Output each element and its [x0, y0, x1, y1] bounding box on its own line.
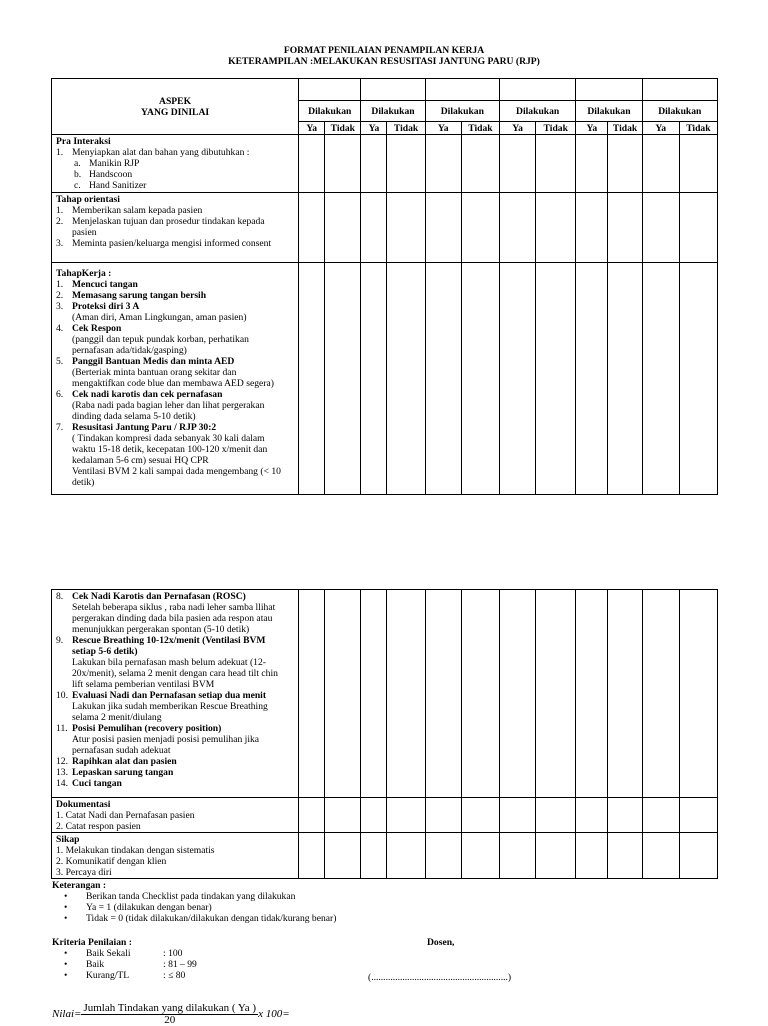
step-detail: ( Tindakan kompresi dada sebanyak 30 kali dalam: [72, 433, 265, 444]
formula-rhs: x 100=: [258, 1008, 290, 1021]
check-cell[interactable]: [325, 135, 361, 193]
col-tidak: Tidak: [387, 122, 425, 135]
sub-item-text: Handscoon: [89, 169, 133, 180]
sub-item-text: Manikin RJP: [89, 158, 140, 169]
check-cell[interactable]: [576, 798, 608, 833]
check-cell[interactable]: [387, 193, 425, 263]
check-cell[interactable]: [461, 833, 499, 879]
check-cell[interactable]: [299, 590, 325, 798]
check-cell[interactable]: [642, 193, 679, 263]
step-heading: Evaluasi Nadi dan Pernafasan setiap dua menit: [72, 690, 267, 701]
step-detail: pernafasan sudah adekuat: [72, 745, 171, 756]
step-heading: Proteksi diri 3 A: [72, 301, 140, 312]
item-number: 10.: [56, 690, 68, 701]
check-cell[interactable]: [425, 135, 461, 193]
check-cell[interactable]: [499, 263, 535, 495]
step-detail: lift selama pemberian ventilasi BVM: [72, 679, 215, 690]
check-cell[interactable]: [361, 798, 387, 833]
step-heading: Memasang sarung tangan bersih: [72, 290, 207, 301]
bullet-icon: •: [64, 970, 68, 981]
col-ya: Ya: [576, 122, 608, 135]
col-dilakukan-2: Dilakukan: [361, 101, 425, 122]
col-tidak: Tidak: [536, 122, 576, 135]
sub-mark: a.: [74, 158, 81, 169]
check-cell[interactable]: [387, 263, 425, 495]
check-cell[interactable]: [387, 798, 425, 833]
check-cell[interactable]: [361, 263, 387, 495]
check-cell[interactable]: [608, 833, 642, 879]
step-heading: Panggil Bantuan Medis dan minta AED: [72, 356, 235, 367]
check-cell[interactable]: [679, 590, 717, 798]
check-cell[interactable]: [387, 833, 425, 879]
check-cell[interactable]: [499, 798, 535, 833]
check-cell[interactable]: [461, 798, 499, 833]
item-number: 2.: [56, 216, 64, 227]
bullet-icon: •: [64, 902, 68, 913]
keterangan-item: Tidak = 0 (tidak dilakukan/dilakukan dengan tidak/kurang benar): [86, 913, 337, 924]
score-formula: [52, 1003, 290, 1026]
check-cell[interactable]: [299, 135, 325, 193]
item-number: 14.: [56, 778, 68, 789]
item-number: 1.: [56, 279, 64, 290]
row-tahap-orientasi: [52, 193, 718, 263]
check-cell[interactable]: [325, 193, 361, 263]
check-cell[interactable]: [608, 135, 642, 193]
check-cell[interactable]: [642, 135, 679, 193]
check-cell[interactable]: [536, 193, 576, 263]
check-cell[interactable]: [608, 590, 642, 798]
check-cell[interactable]: [499, 833, 535, 879]
check-cell[interactable]: [361, 833, 387, 879]
keterangan-item: Berikan tanda Checklist pada tindakan yang dilakukan: [86, 891, 296, 902]
check-cell[interactable]: [461, 193, 499, 263]
col-tidak: Tidak: [325, 122, 361, 135]
col-dilakukan-1: Dilakukan: [299, 101, 361, 122]
check-cell[interactable]: [361, 590, 387, 798]
check-cell[interactable]: [679, 193, 717, 263]
step-heading: setiap 5-6 detik): [72, 646, 138, 657]
item-text: 1. Melakukan tindakan dengan sistematis: [56, 845, 215, 856]
check-cell[interactable]: [499, 590, 535, 798]
check-cell[interactable]: [536, 135, 576, 193]
step-detail: (Berteriak minta bantuan orang sekitar dan: [72, 367, 237, 378]
formula-numerator: Jumlah Tindakan yang dilakukan ( Ya ): [83, 1002, 257, 1014]
assessment-table-1: [51, 78, 718, 495]
kriteria-value: : 81 – 99: [163, 959, 197, 970]
kriteria-block: [52, 937, 197, 981]
step-heading: Resusitasi Jantung Paru / RJP 30:2: [72, 422, 217, 433]
step-detail: dinding dada selama 5-10 detik): [72, 411, 196, 422]
item-number: 1.: [56, 205, 64, 216]
col-ya: Ya: [299, 122, 325, 135]
check-cell[interactable]: [608, 798, 642, 833]
item-number: 1.: [56, 147, 64, 158]
step-heading: Posisi Pemulihan (recovery position): [72, 723, 222, 734]
kriteria-value: : ≤ 80: [163, 970, 186, 981]
step-detail: 20x/menit), selama 2 menit dengan cara head tilt chin: [72, 668, 278, 679]
kriteria-label: Baik: [86, 959, 105, 970]
check-cell[interactable]: [425, 193, 461, 263]
step-heading: Cuci tangan: [72, 778, 122, 789]
item-number: 2.: [56, 290, 64, 301]
check-cell[interactable]: [325, 798, 361, 833]
check-cell[interactable]: [499, 193, 535, 263]
col-dilakukan-5: Dilakukan: [576, 101, 642, 122]
step-detail: Setelah beberapa siklus , raba nadi leher samba llihat: [72, 602, 276, 613]
check-cell[interactable]: [536, 798, 576, 833]
step-heading: Mencuci tangan: [72, 279, 138, 290]
check-cell[interactable]: [325, 263, 361, 495]
kriteria-title: Kriteria Penilaian :: [52, 937, 132, 948]
step-detail: pergerakan dinding dada bila pasien ada respon atau: [72, 613, 273, 624]
keterangan-title: Keterangan :: [52, 880, 107, 891]
check-cell[interactable]: [425, 263, 461, 495]
check-cell[interactable]: [461, 590, 499, 798]
keterangan-item: Ya = 1 (dilakukan dengan benar): [86, 902, 212, 913]
row-sikap: [52, 833, 718, 879]
sub-mark: b.: [74, 169, 82, 180]
check-cell[interactable]: [387, 135, 425, 193]
item-number: 13.: [56, 767, 68, 778]
kriteria-label: Baik Sekali: [86, 948, 131, 959]
item-text: Menyiapkan alat dan bahan yang dibutuhkan :: [72, 147, 250, 158]
check-cell[interactable]: [425, 798, 461, 833]
formula-denominator: 20: [164, 1014, 176, 1026]
col-tidak: Tidak: [461, 122, 499, 135]
sub-mark: c.: [74, 180, 81, 191]
step-detail: waktu 15-18 detik, kecepatan 100-120 x/menit dan: [72, 444, 268, 455]
check-cell[interactable]: [536, 833, 576, 879]
check-cell[interactable]: [325, 833, 361, 879]
col-dilakukan-3: Dilakukan: [425, 101, 499, 122]
item-text: 3. Percaya diri: [56, 867, 112, 878]
row-tahap-kerja-lanjutan: [52, 590, 718, 798]
step-detail: Lakukan bila pernafasan mash belum adekuat (12-: [72, 657, 266, 668]
item-number: 11.: [56, 723, 68, 734]
kriteria-label: Kurang/TL: [86, 970, 130, 981]
section-title-pra-interaksi: Pra Interaksi: [56, 136, 111, 147]
check-cell[interactable]: [536, 590, 576, 798]
step-detail: menunjukkan pergerakan spontan (5-10 detik): [72, 624, 250, 635]
section-title-kerja: TahapKerja :: [56, 268, 112, 279]
check-cell[interactable]: [387, 590, 425, 798]
check-cell[interactable]: [679, 798, 717, 833]
step-detail: selama 2 menit/diulang: [72, 712, 162, 723]
col-dilakukan-6: Dilakukan: [642, 101, 717, 122]
check-cell[interactable]: [642, 590, 679, 798]
aspect-header-line1: ASPEK: [159, 95, 192, 107]
row-pra-interaksi: [52, 135, 718, 193]
bullet-icon: •: [64, 891, 68, 902]
check-cell[interactable]: [361, 193, 387, 263]
item-number: 3.: [56, 238, 64, 249]
check-cell[interactable]: [576, 833, 608, 879]
item-text: Menjelaskan tujuan dan prosedur tindakan kepada: [72, 216, 265, 227]
kriteria-value: : 100: [163, 948, 183, 959]
check-cell[interactable]: [679, 263, 717, 495]
item-number: 8.: [56, 591, 64, 602]
item-text: 2. Catat respon pasien: [56, 821, 141, 832]
step-heading: Cek nadi karotis dan cek pernafasan: [72, 389, 223, 400]
step-detail: kedalaman 5-6 cm) sesuai HQ CPR: [72, 455, 209, 466]
row-dokumentasi: [52, 798, 718, 833]
check-cell[interactable]: [325, 590, 361, 798]
item-text: Meminta pasien/keluarga mengisi informed consent: [72, 238, 272, 249]
section-title-orientasi: Tahap orientasi: [56, 194, 120, 205]
formula-fraction: [81, 1003, 258, 1026]
keterangan-block: [52, 880, 336, 924]
sub-item-text: Hand Sanitizer: [89, 180, 147, 191]
item-text: pasien: [72, 227, 97, 238]
bullet-icon: •: [64, 913, 68, 924]
check-cell[interactable]: [425, 833, 461, 879]
step-detail: pernafasan ada/tidak/gasping): [72, 345, 187, 356]
bullet-icon: •: [64, 948, 68, 959]
signature-line: (.........................................................): [368, 972, 512, 983]
step-heading: Rescue Breathing 10-12x/menit (Ventilasi BVM: [72, 635, 266, 646]
formula-lhs: Nilai=: [52, 1008, 82, 1021]
check-cell[interactable]: [608, 263, 642, 495]
step-heading: Cek Nadi Karotis dan Pernafasan (ROSC): [72, 591, 246, 602]
item-number: 4.: [56, 323, 64, 334]
col-ya: Ya: [642, 122, 679, 135]
col-ya: Ya: [361, 122, 387, 135]
check-cell[interactable]: [576, 263, 608, 495]
check-cell[interactable]: [642, 833, 679, 879]
step-detail: detik): [72, 477, 95, 488]
item-number: 7.: [56, 422, 64, 433]
step-detail: mengaktifkan code blue dan membawa AED segera): [72, 378, 274, 389]
col-ya: Ya: [499, 122, 535, 135]
col-ya: Ya: [425, 122, 461, 135]
item-number: 3.: [56, 301, 64, 312]
check-cell[interactable]: [679, 135, 717, 193]
check-cell[interactable]: [642, 798, 679, 833]
col-dilakukan-4: Dilakukan: [499, 101, 575, 122]
step-detail: (Raba nadi pada bagian leher dan lihat pergerakan: [72, 400, 265, 411]
item-text: Memberikan salam kepada pasien: [72, 205, 203, 216]
check-cell[interactable]: [299, 193, 325, 263]
section-title-dokumentasi: Dokumentasi: [56, 799, 111, 810]
check-cell[interactable]: [576, 590, 608, 798]
step-detail: Ventilasi BVM 2 kali sampai dada mengembang (< 10: [72, 466, 281, 477]
col-tidak: Tidak: [679, 122, 717, 135]
dosen-label: Dosen,: [427, 937, 455, 948]
row-tahap-kerja: [52, 263, 718, 495]
check-cell[interactable]: [299, 833, 325, 879]
item-text: 2. Komunikatif dengan klien: [56, 856, 167, 867]
check-cell[interactable]: [576, 135, 608, 193]
check-cell[interactable]: [461, 135, 499, 193]
document-subtitle: KETERAMPILAN :MELAKUKAN RESUSITASI JANTUNG PARU (RJP): [228, 56, 540, 67]
check-cell[interactable]: [536, 263, 576, 495]
check-cell[interactable]: [642, 263, 679, 495]
item-number: 5.: [56, 356, 64, 367]
item-text: 1. Catat Nadi dan Pernafasan pasien: [56, 810, 195, 821]
check-cell[interactable]: [461, 263, 499, 495]
item-number: 12.: [56, 756, 68, 767]
check-cell[interactable]: [425, 590, 461, 798]
check-cell[interactable]: [608, 193, 642, 263]
section-title-sikap: Sikap: [56, 834, 80, 845]
document-title: FORMAT PENILAIAN PENAMPILAN KERJA: [283, 45, 485, 56]
check-cell[interactable]: [679, 833, 717, 879]
check-cell[interactable]: [576, 193, 608, 263]
col-tidak: Tidak: [608, 122, 642, 135]
bullet-icon: •: [64, 959, 68, 970]
item-number: 6.: [56, 389, 64, 400]
step-heading: Rapihkan alat dan pasien: [72, 756, 177, 767]
check-cell[interactable]: [361, 135, 387, 193]
step-heading: Lepaskan sarung tangan: [72, 767, 174, 778]
step-heading: Cek Respon: [72, 323, 122, 334]
check-cell[interactable]: [299, 798, 325, 833]
aspect-header-line2: YANG DINILAI: [140, 106, 210, 118]
assessment-table-2: [51, 589, 718, 879]
step-detail: (panggil dan tepuk pundak korban, perhatikan: [72, 334, 249, 345]
item-number: 9.: [56, 635, 64, 646]
aspect-header: [52, 79, 299, 135]
check-cell[interactable]: [299, 263, 325, 495]
step-detail: Atur posisi pasien menjadi posisi pemulihan jika: [72, 734, 260, 745]
step-detail: (Aman diri, Aman Lingkungan, aman pasien): [72, 312, 247, 323]
check-cell[interactable]: [499, 135, 535, 193]
step-detail: Lakukan jika sudah memberikan Rescue Breathing: [72, 701, 268, 712]
